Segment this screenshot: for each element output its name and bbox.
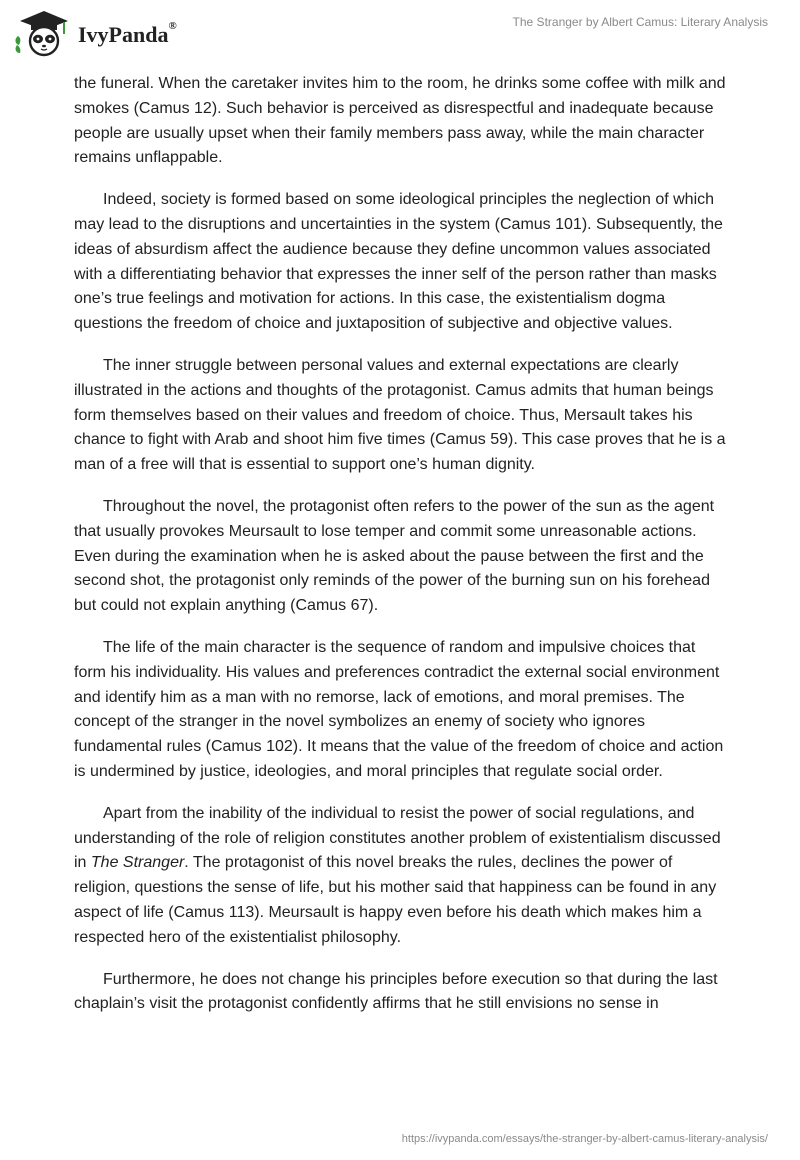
ivypanda-logo[interactable]	[14, 8, 204, 58]
essay-paragraph-6	[74, 802, 728, 951]
essay-paragraph-4: Throughout the novel, the protagonist often refers to the power of the sun as the agent that usually provokes Meursault to lose temper and commit some unreasonable actions. Even during the examination when he is asked about the pause between the first and the second shot, the protagonist only reminds of the power of the burning sun on his forehead but could not explain anything (Camus 67).	[74, 497, 715, 615]
panda-graduate-icon	[14, 8, 74, 58]
source-url[interactable]: https://ivypanda.com/essays/the-stranger-by-albert-camus-literary-analysis/	[401, 1133, 768, 1145]
essay-paragraph-2: Indeed, society is formed based on some ideological principles the neglection of which may lead to the disruptions and uncertainties in the system (Camus 101). Subsequently, the ideas of absurdism affect the audience because they define uncommon values associated with a differentiating behavior that expresses the inner self of the person rather than masks one’s true feelings and motivation for actions. In this case, the existentialism dogma questions the freedom of choice and juxtaposition of subjective and objective values.	[74, 191, 723, 333]
paragraph-6-text-after: . The protagonist of this novel breaks the rules, declines the power of religion, questions the sense of life, but his mother said that happiness can be found in any aspect of life (Camus 113). Meursault is happy even before his death which makes him a respected hero of the existentialist philosophy.	[74, 854, 717, 946]
document-title: The Stranger by Albert Camus: Literary Analysis	[512, 15, 768, 29]
essay-body	[74, 72, 728, 1034]
paragraph-6-text-before: Apart from the inability of the individual to resist the power of social regulations, and understanding of the role of religion constitutes another problem of existentialism discussed in	[74, 804, 721, 872]
essay-paragraph-7: Furthermore, he does not change his principles before execution so that during the last chaplain’s visit the protagonist confidently affirms that he still envisions no sense in	[74, 970, 718, 1013]
essay-paragraph-5: The life of the main character is the sequence of random and impulsive choices that form his individuality. His values and preferences contradict the external social environment and identify him as a man with no remorse, lack of emotions, and moral premises. The concept of the stranger in the novel symbolizes an enemy of society who ignores fundamental rules (Camus 102). It means that the value of the freedom of choice and action is undermined by justice, ideologies, and moral principles that regulate social order.	[74, 638, 724, 780]
brand-name: IvyPanda®	[78, 20, 177, 47]
essay-paragraph-1: the funeral. When the caretaker invites him to the room, he drinks some coffee with milk and smokes (Camus 12). Such behavior is perceived as disrespectful and inadequate because people are usually upset when their family members pass away, while the main character remains unflappable.	[74, 75, 726, 167]
page-header	[0, 0, 800, 64]
book-title-italic: The Stranger	[90, 854, 185, 872]
essay-paragraph-3: The inner struggle between personal values and external expectations are clearly illustrated in the actions and thoughts of the protagonist. Camus admits that human beings form themselves based on their values and freedom of choice. Thus, Mersault takes his chance to fight with Arab and shoot him five times (Camus 59). This case proves that he is a man of a free will that is essential to support one’s human dignity.	[74, 356, 726, 474]
